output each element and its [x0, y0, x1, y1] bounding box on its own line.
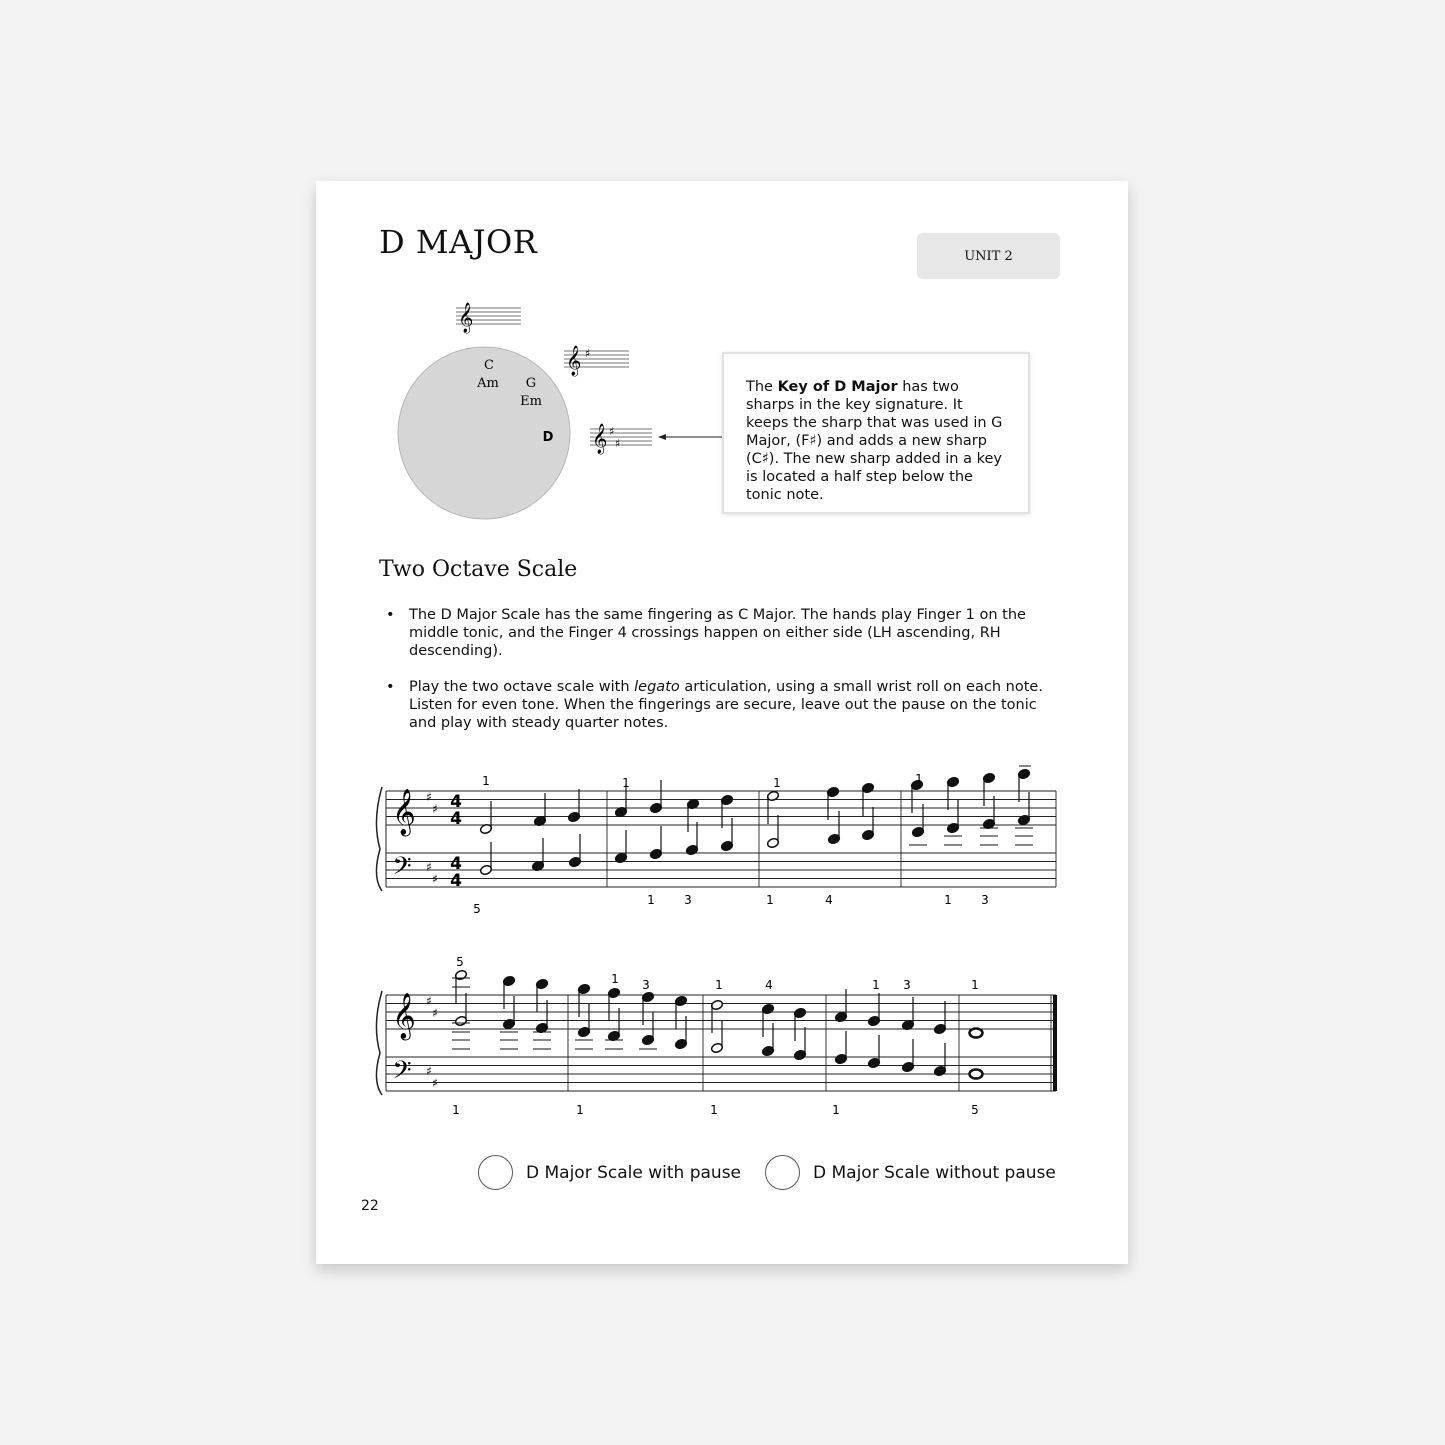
sharp-icon: ♯: [426, 1064, 432, 1078]
circle-label-em: Em: [520, 394, 542, 409]
bullet-item: [384, 606, 1064, 660]
treble-clef-icon: 𝄞: [592, 424, 608, 454]
sharp-icon: ♯: [432, 1006, 438, 1020]
info-text-post: has two sharps in the key signature. It keeps the sharp that was used in G Major, (F♯) and adds a new sharp (C♯). The new sharp added in a key is located a half step below the tonic note.: [746, 379, 1003, 503]
lh-fingering: 1: [710, 1103, 718, 1117]
brace-icon: [376, 787, 382, 891]
time-signature-bottom: 4: [450, 809, 462, 829]
rh-fingering: 1: [915, 772, 923, 786]
checklist-item-with-pause[interactable]: [478, 1155, 741, 1190]
checklist-item-without-pause[interactable]: [765, 1155, 1056, 1190]
time-signature-bottom: 4: [450, 871, 462, 891]
lh-fingering: 4: [825, 893, 833, 907]
circle-label-g: G: [525, 376, 537, 391]
treble-clef-icon: 𝄞: [392, 789, 416, 835]
lh-fingering: 3: [684, 893, 692, 907]
sharp-icon: ♯: [585, 347, 591, 360]
arrow-head-icon: [658, 434, 666, 440]
lh-fingering: 1: [832, 1103, 840, 1117]
music-score: [316, 751, 1128, 1151]
lh-whole-note: [970, 1070, 983, 1079]
info-text-bold: Key of D Major: [777, 379, 898, 395]
checklist-label: D Major Scale with pause: [526, 1162, 742, 1183]
book-page: [316, 181, 1128, 1264]
checklist-label: D Major Scale without pause: [813, 1162, 1056, 1183]
rh-fingering: 1: [611, 972, 619, 986]
circle-label-am: Am: [477, 376, 499, 391]
circle-label-d: D: [542, 430, 554, 445]
lh-fingering: 3: [981, 893, 989, 907]
sharp-icon: ♯: [426, 994, 432, 1008]
sharp-icon: ♯: [426, 860, 432, 874]
bullet-text-2-post: articulation, using a small wrist roll on each note. Listen for even tone. When the fingerings are secure, leave out the pause on the tonic and play with steady quarter notes.: [409, 679, 1043, 731]
bass-clef-icon: 𝄢: [392, 852, 412, 887]
circle-label-c: C: [484, 358, 494, 373]
key-info-box: [722, 352, 1030, 514]
page-number: 22: [361, 1198, 379, 1214]
info-text-pre: The: [746, 379, 778, 395]
bullet-text-2-pre: Play the two octave scale with: [409, 679, 635, 695]
page-title: D MAJOR: [379, 223, 538, 261]
checkbox-circle[interactable]: [478, 1155, 513, 1190]
rh-fingering: 5: [456, 955, 464, 969]
sharp-icon: ♯: [432, 802, 438, 816]
circle-of-fifths-diagram: [376, 291, 736, 531]
treble-clef-icon: 𝄞: [566, 346, 582, 376]
rh-fingering: 1: [482, 774, 490, 788]
rh-fingering: 4: [765, 978, 773, 992]
key-signature-d-major: [590, 423, 652, 455]
checkbox-circle[interactable]: [765, 1155, 800, 1190]
sharp-icon: ♯: [426, 790, 432, 804]
key-signature-g-major: [564, 345, 629, 377]
key-signature-c-major: [456, 302, 521, 334]
time-signature-top: 4: [450, 854, 462, 874]
time-signature-top: 4: [450, 792, 462, 812]
rh-whole-note: [970, 1029, 983, 1038]
unit-badge: UNIT 2: [917, 233, 1060, 279]
sharp-icon: ♯: [432, 1076, 438, 1090]
instructions-list: [384, 606, 1064, 750]
rh-fingering: 1: [971, 978, 979, 992]
lh-fingering: 1: [452, 1103, 460, 1117]
treble-clef-icon: 𝄞: [392, 993, 416, 1039]
treble-clef-icon: 𝄞: [458, 303, 474, 333]
sharp-icon: ♯: [609, 425, 615, 438]
rh-fingering: 1: [622, 776, 630, 790]
lh-fingering: 5: [473, 902, 481, 916]
brace-icon: [376, 991, 382, 1095]
lh-fingering: 1: [576, 1103, 584, 1117]
section-heading: Two Octave Scale: [379, 557, 578, 582]
lh-fingering: 5: [971, 1103, 979, 1117]
bass-clef-icon: 𝄢: [392, 1056, 412, 1091]
lh-fingering: 1: [647, 893, 655, 907]
rh-fingering: 3: [642, 978, 650, 992]
lh-fingering: 1: [944, 893, 952, 907]
bullet-text-1: The D Major Scale has the same fingering as C Major. The hands play Finger 1 on the middle tonic, and the Finger 4 crossings happen on either side (LH ascending, RH descending).: [409, 607, 1026, 659]
rh-fingering: 1: [715, 978, 723, 992]
rh-fingering: 3: [903, 978, 911, 992]
final-barline-thick: [1053, 995, 1057, 1091]
sharp-icon: ♯: [615, 437, 621, 450]
rh-fingering: 1: [773, 776, 781, 790]
bullet-text-2-italic: legato: [634, 679, 680, 695]
lh-fingering: 1: [766, 893, 774, 907]
sharp-icon: ♯: [432, 872, 438, 886]
bullet-item: [384, 678, 1064, 732]
rh-fingering: 1: [872, 978, 880, 992]
